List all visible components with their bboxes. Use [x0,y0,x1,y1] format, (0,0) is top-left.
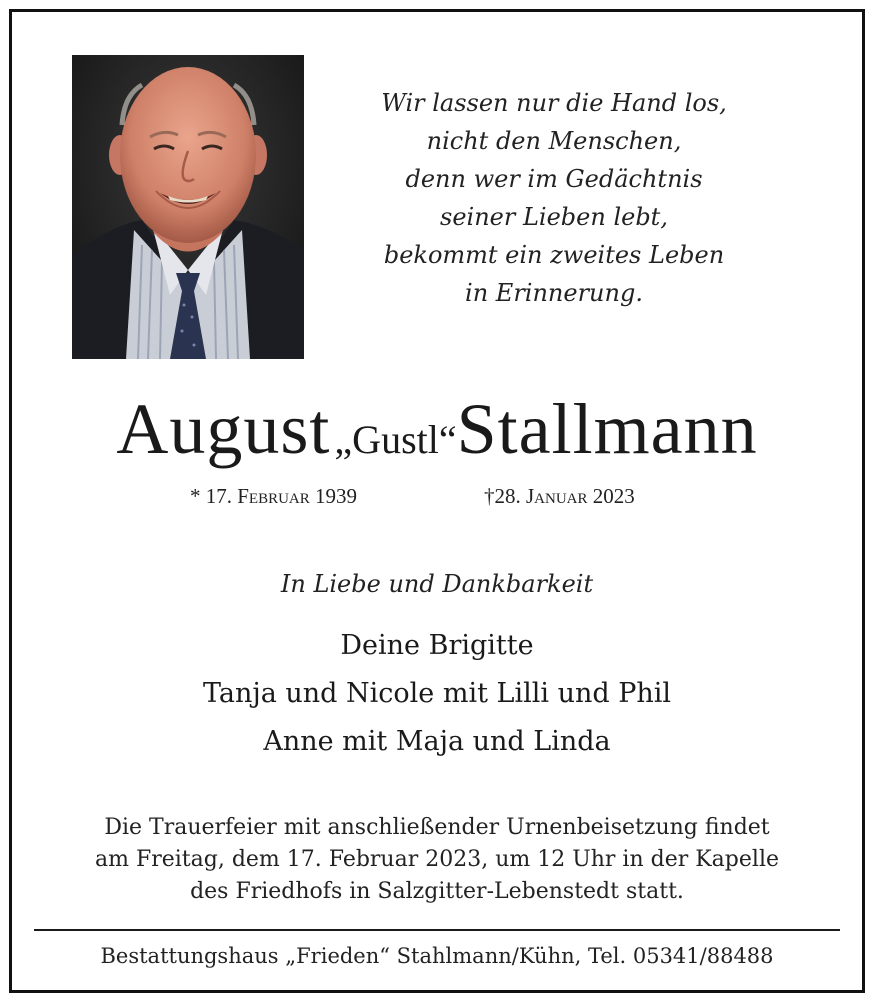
mourners-list [0,622,874,766]
ceremony-line: am Freitag, dem 17. Februar 2023, um 12 Uhr in der Kapelle [94,847,779,872]
birth-day: 17. [205,484,232,508]
nickname: „Gustl“ [334,417,457,462]
death-date [484,484,635,509]
poem-line: Wir lassen nur die Hand los, [381,89,727,117]
death-day: 28. [494,484,521,508]
birth-month: Februar [237,484,310,508]
poem-line: denn wer im Gedächtnis [405,165,703,193]
poem-line: nicht den Menschen, [426,127,682,155]
ceremony-line: Die Trauerfeier mit anschließender Urnenbeisetzung findet [104,815,770,840]
portrait-photo [72,55,304,359]
memorial-poem [330,84,778,312]
ceremony-notice [0,812,874,908]
poem-line: bekommt ein zweites Leben [383,241,725,269]
footer-divider [34,929,840,931]
birth-date [190,484,357,509]
birth-year: 1939 [315,484,358,508]
first-name: August [116,389,331,469]
last-name: Stallmann [456,389,758,469]
birth-symbol: * [190,484,201,508]
mourner-line: Tanja und Nicole mit Lilli und Phil [202,678,672,709]
funeral-home-footer: Bestattungshaus „Frieden“ Stahlmann/Kühn, Tel. 05341/88488 [100,944,774,968]
mourners-intro: In Liebe und Dankbarkeit [280,570,594,598]
portrait-illustration [72,55,304,359]
deceased-name [0,388,874,471]
death-year: 2023 [592,484,635,508]
poem-line: seiner Lieben lebt, [440,203,668,231]
poem-line: in Erinnerung. [465,279,643,307]
ceremony-line: des Friedhofs in Salzgitter-Lebenstedt statt. [190,879,684,904]
mourner-line: Anne mit Maja und Linda [263,726,611,757]
death-month: Januar [526,484,588,508]
death-symbol: † [484,484,495,508]
mourner-line: Deine Brigitte [340,630,534,661]
